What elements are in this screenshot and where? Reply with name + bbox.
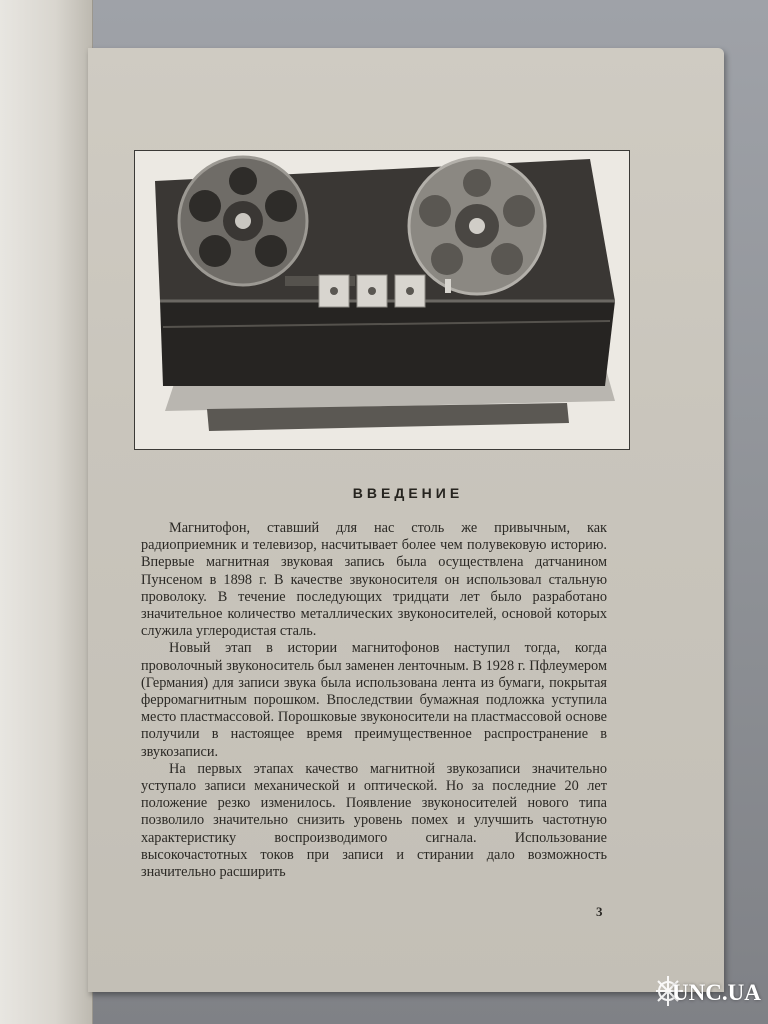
section-heading: ВВЕДЕНИЕ xyxy=(352,485,464,501)
paragraph-1: Магнитофон, ставший для нас столь же привычным, как радиоприемник и телевизор, насчитывает более чем полувековую историю. Впервые магнитная звуковая запись была осуществлена датчанином Пунсеном в 1898 г. В качестве звуконосителя он использовал стальную проволоку. В течение последующих тридцати лет было разработано значительное количество металлических звуконосителей, основой которых служила углеродистая сталь. xyxy=(141,520,607,640)
watermark-text: UNC.UA xyxy=(672,980,761,1005)
body-text xyxy=(141,520,607,881)
left-page-edge xyxy=(0,0,93,1024)
paragraph-2: Новый этап в истории магнитофонов наступил тогда, когда проволочный звуконоситель был заменен ленточным. В 1928 г. Пфлеумером (Германия) для записи звука была использована лента из бумаги, покрытая ферромагнитным порошком. Впоследствии бумажная подложка уступила место пластмассовой. Порошковые звуконосители на пластмассовой основе получили в настоящее время преимущественное распространение в звукозаписи. xyxy=(141,640,607,760)
paragraph-3: На первых этапах качество магнитной звукозаписи значительно уступало записи механической и оптической. Но за последние 20 лет положение резко изменилось. Появление звуконосителей нового типа позволило значительно снизить уровень помех и улучшить частотную характеристику воспроизводимого сигнала. Использование высокочастотных токов при записи и стирании дало возможность значительно расширить xyxy=(141,760,607,881)
tape-recorder-photo xyxy=(134,150,630,450)
page-number: 3 xyxy=(596,904,603,919)
